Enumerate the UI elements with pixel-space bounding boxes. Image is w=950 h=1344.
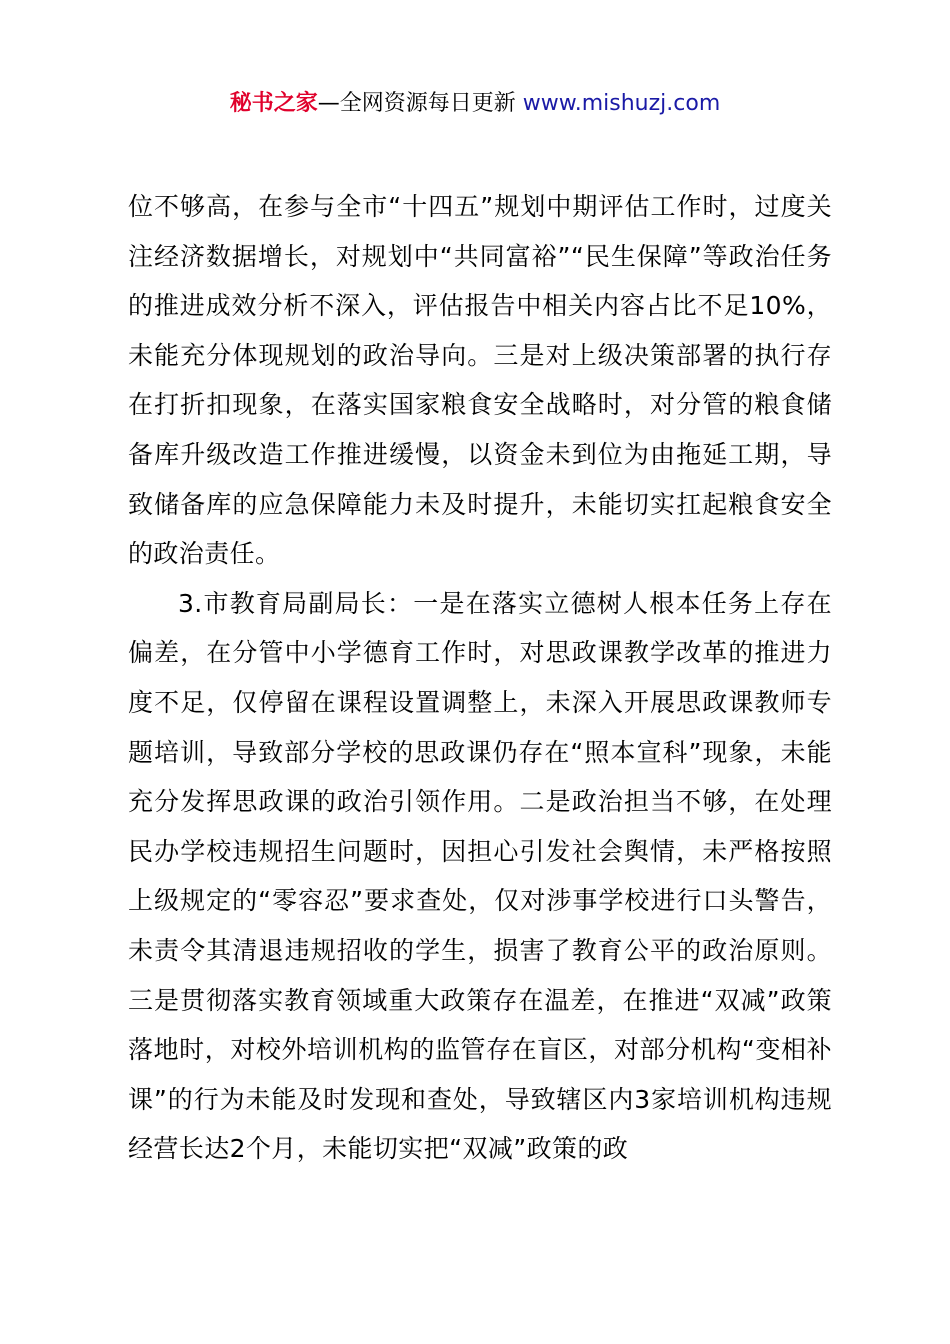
website-url[interactable]: www.mishuzj.com (522, 91, 721, 116)
page-header (0, 84, 950, 124)
header-tagline: —全网资源每日更新 (317, 91, 516, 116)
paragraph-education-deputy: 3.市教育局副局长：一是在落实立德树人根本任务上存在偏差，在分管中小学德育工作时，对思政课教学改革的推进力度不足，仅停留在课程设置调整上，未深入开展思政课教师专题培训，导致部分学校的思政课仍存在“照本宣科”现象，未能充分发挥思政课的政治引领作用。二是政治担当不够，在处理民办学校违规招生问题时，因担心引发社会舆情，未严格按照上级规定的“零容忍”要求查处，仅对涉事学校进行口头警告，未责令其清退违规招收的学生，损害了教育公平的政治原则。三是贯彻落实教育领域重大政策存在温差，在推进“双减”政策落地时，对校外培训机构的监管存在盲区，对部分机构“变相补课”的行为未能及时发现和查处，导致辖区内3家培训机构违规经营长达2个月，未能切实把“双减”政策的政 (128, 588, 832, 1164)
paragraph-continued: 位不够高，在参与全市“十四五”规划中期评估工作时，过度关注经济数据增长，对规划中“共同富裕”“民生保障”等政治任务的推进成效分析不深入，评估报告中相关内容占比不足10%，未能充分体现规划的政治导向。三是对上级决策部署的执行存在打折扣现象，在落实国家粮食安全战略时，对分管的粮食储备库升级改造工作推进缓慢，以资金未到位为由拖延工期，导致储备库的应急保障能力未及时提升，未能切实扛起粮食安全的政治责任。 (128, 192, 832, 569)
brand-name: 秘书之家 (229, 91, 318, 116)
document-body (128, 182, 832, 1174)
